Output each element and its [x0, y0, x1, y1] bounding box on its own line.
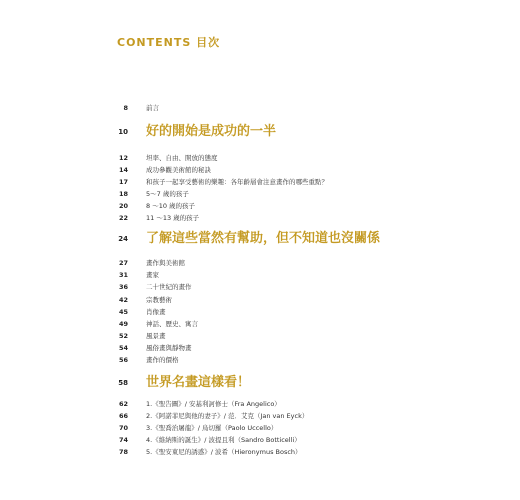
toc-entry [0, 294, 520, 306]
entry-title: 肖像畫 [146, 308, 166, 316]
entry-title: 成功參觀美術館的秘訣 [146, 166, 211, 174]
toc-entry [0, 330, 520, 342]
contents-header: CONTENTS 目次 [117, 36, 221, 49]
page-number: 27 [118, 259, 128, 267]
entry-title: 5～7 歲的孩子 [146, 190, 189, 198]
toc-entry [0, 354, 520, 366]
page-number: 49 [118, 320, 128, 328]
entry-title: 神話、歷史、寓言 [146, 320, 198, 328]
page-number: 70 [118, 424, 128, 432]
toc-entry [0, 176, 520, 188]
toc-entry [0, 306, 520, 318]
page-number: 18 [118, 190, 128, 198]
toc-entry [0, 446, 520, 458]
toc-section [0, 233, 520, 245]
page-number: 31 [118, 271, 128, 279]
entry-title: 畫家 [146, 271, 159, 279]
toc-entry [0, 398, 520, 410]
toc-entry [0, 281, 520, 293]
section-title: 世界名畫這樣看！ [146, 375, 251, 390]
toc-entry [0, 164, 520, 176]
toc-entry [0, 188, 520, 200]
toc-entry [0, 212, 520, 224]
toc-entry [0, 342, 520, 354]
entry-title: 前言 [146, 104, 159, 112]
page-number: 10 [118, 128, 128, 136]
page-number: 24 [118, 235, 128, 243]
entry-title: 畫作與美術館 [146, 259, 185, 267]
toc-section [0, 377, 520, 389]
page-number: 66 [118, 412, 128, 420]
toc-entry [0, 269, 520, 281]
section-title: 了解這些當然有幫助，但不知道也沒關係 [146, 231, 381, 246]
toc-section [0, 126, 520, 138]
toc-entry [0, 152, 520, 164]
entry-title: 4.《維納斯的誕生》/ 波提且利（Sandro Botticelli） [146, 436, 301, 444]
page-number: 14 [118, 166, 128, 174]
toc-entry [0, 200, 520, 212]
page-number: 17 [118, 178, 128, 186]
page-number: 8 [123, 104, 128, 112]
entry-title: 風俗畫與靜物畫 [146, 344, 192, 352]
entry-title: 風景畫 [146, 332, 166, 340]
toc-entry [0, 434, 520, 446]
page-number: 62 [118, 400, 128, 408]
page-number: 78 [118, 448, 128, 456]
entry-title: 畫作的價格 [146, 356, 179, 364]
page-number: 42 [118, 296, 128, 304]
entry-title: 宗教藝術 [146, 296, 172, 304]
page-number: 74 [118, 436, 128, 444]
entry-title: 二十世紀的畫作 [146, 283, 192, 291]
toc-entry [0, 410, 520, 422]
toc-entry [0, 422, 520, 434]
section-title: 好的開始是成功的一半 [146, 124, 277, 139]
page-number: 54 [118, 344, 128, 352]
entry-title: 5.《聖安東尼的誘惑》/ 波希（Hieronymus Bosch） [146, 448, 302, 456]
entry-title: 11 ～13 歲的孩子 [146, 214, 200, 222]
page-number: 45 [118, 308, 128, 316]
page-number: 22 [118, 214, 128, 222]
toc-entry [0, 257, 520, 269]
page-number: 56 [118, 356, 128, 364]
page-number: 52 [118, 332, 128, 340]
entry-title: 8 ～10 歲的孩子 [146, 202, 196, 210]
toc-entry [0, 102, 520, 114]
entry-title: 和孩子一起享受藝術的樂趣：各年齡層會注意畫作的哪些重點？ [146, 178, 328, 186]
entry-title: 坦率、自由、開放的態度 [146, 154, 218, 162]
entry-title: 3.《聖喬治屠龍》/ 烏切羅（Paolo Uccello） [146, 424, 278, 432]
page-number: 36 [118, 283, 128, 291]
page-number: 20 [118, 202, 128, 210]
entry-title: 2.《阿諾菲尼與他的妻子》/ 范．艾克（Jan van Eyck） [146, 412, 309, 420]
page-number: 58 [118, 379, 128, 387]
page-number: 12 [118, 154, 128, 162]
toc-entry [0, 318, 520, 330]
entry-title: 1.《聖告圖》/ 安基利訶修士（Fra Angelico） [146, 400, 281, 408]
